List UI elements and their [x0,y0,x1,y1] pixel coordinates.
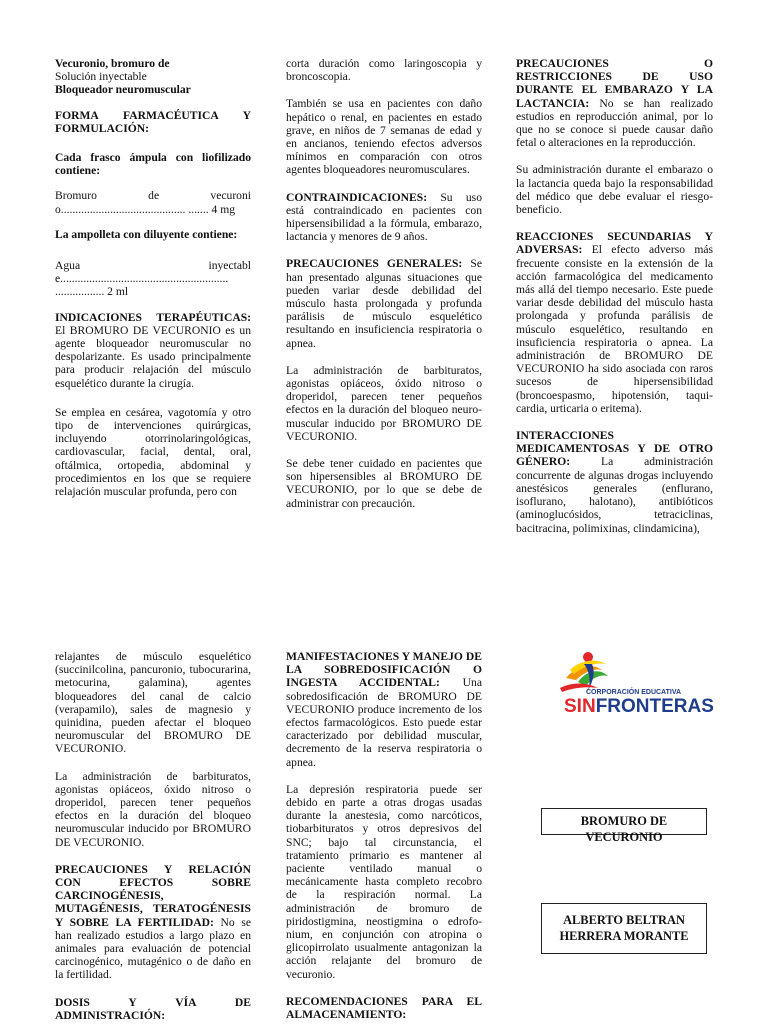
continuation-text: corta duración como laringoscopia y broncoscopia. [286,57,482,84]
indicaciones-heading: INDICACIONES TERAPÉUTICAS: [55,310,251,324]
contraindicaciones-heading: CONTRAINDICACIONES: [286,190,428,204]
carcinogenesis-heading: PRECAUCIONES Y RELACIÓN CON EFECTOS SOBRE CARCINOGÉNESIS, MUTAGÉNESIS, TERATOGÉNESIS Y SOBRE LA FERTILIDAD: [55,862,251,929]
frasco-heading: Cada frasco ámpula con liofilizado contiene: [55,151,251,178]
column-2-top [286,57,482,522]
precauciones-generales-paragraph [286,257,482,349]
contraindicaciones-text: Su uso está contraindicado en pacientes con hipersensibilidad a la fórmula, embarazo, lactancia y menores de 9 años. [286,190,482,244]
logo-wordmark [564,697,714,717]
sobredosificacion-text: Una sobredosificación de BROMURO DE VECURONIO produce incremento de los efectos farmacológicos. Esto puede estar caracterizado por debilidad muscular, decremento de la reserva respiratoria o apnea. [286,676,482,769]
barbituratos-text: La administración de barbituratos, agonistas opiáceos, óxido nitroso o droperidol, parecen tener pequeños efectos en la duración del bloqueo neuro-muscular inducido por BROMURO DE VECURONIO. [286,363,482,443]
cuidado-text: Se debe tener cuidado en pacientes que son hipersensibles al BROMURO DE VECURONIO, por lo que se debe de administrar con precaución. [286,457,482,510]
sin-fronteras-logo [556,648,714,720]
interacciones-paragraph [516,429,713,535]
forma-heading: FORMA FARMACÉUTICA Y FORMULACIÓN: [55,108,251,135]
column-2-bottom [286,650,482,1033]
indicaciones-paragraph [55,311,251,390]
cesarea-text: Se emplea en cesárea, vagotomía y otro tipo de intervenciones quirúrgicas, incluyendo otorrinolaringológicas, cardiovascular, facial, dental, oral, oftálmica, ortopedia, abdominal y procedimientos en los que se requiere relajación muscular profunda, pero con [55,405,251,499]
contraindicaciones-paragraph [286,191,482,244]
author-line-2: HERRERA MORANTE [559,929,689,943]
author-line-1: ALBERTO BELTRAN [563,913,685,927]
cover-title: BROMURO DE VECURONIO [580,814,668,844]
almacenamiento-heading: RECOMENDACIONES PARA EL ALMACENAMIENTO: [286,994,482,1022]
barbituratos-2-text: La administración de barbituratos, agonistas opiáceos, óxido nitroso o droperidol, parecen tener pequeños efectos en la duración del bloqueo neuromuscular inducido por BROMURO DE VECURONIO. [55,769,251,849]
frasco-item: Bromuro de vecuronio........................................... ....... 4 mg [55,189,251,216]
dosis-heading: DOSIS Y VÍA DE ADMINISTRACIÓN: [55,995,251,1022]
tambien-text: También se usa en pacientes con daño hepático o renal, en pacientes en estado grave, en niños de 7 semanas de edad y en ancianos, teniendo efectos adversos mínimos en comparación con otros agentes bloqueadores neuromusculares. [286,97,482,177]
reacciones-text: El efecto adverso más frecuente consiste en la extensión de la acción farmacológica del medicamento más allá del tiempo necesario. Este puede variar desde debilidad del músculo hasta prolongada y profunda parálisis de músculo esquelético, resultando en insuficiencia respiratoria o apnea. La administración de BROMURO DE VECURONIO ha sido asociada con raros sucesos de hipersensibilidad (broncoespasmo, hipotensión, taqui-cardia, urticaria o eritema). [516,243,713,415]
embarazo-heading: PRECAUCIONES O RESTRICCIONES DE USO DURANTE EL EMBARAZO Y LA LACTANCIA: [516,57,713,110]
depresion-text: La depresión respiratoria puede ser debido en parte a otras drogas usadas durante la anestesia, como narcóticos, tiobarbituratos y otros depresivos del SNC; bajo tal circunstancia, el tratamiento primario es mantener al paciente ventilado manual o mecánicamente hasta completo recobro de la respiración normal. La administración de bromuro de piridostigmina, neostigmina o edrofo-nium, en conjunción con atropina o glicopirrolato usualmente antagonizan la acción relajante del bromuro de vecuronio. [286,782,482,981]
drug-class: Bloqueador neuromuscular [55,83,191,97]
sobredosificacion-heading: MANIFESTACIONES Y MANEJO DE LA SOBREDOSIFICACIÓN O INGESTA ACCIDENTAL: [286,650,482,690]
embarazo-text: No se han realizado estudios en reproducción animal, por lo que no se conoce si puede causar daño fetal o alteraciones en la reproducción. [516,96,713,150]
logo-sin: SIN [564,696,596,717]
author-box [541,903,707,954]
drug-name: Vecuronio, bromuro de [55,57,170,70]
relajantes-text: relajantes de músculo esquelético (succinilcolina, pancuronio, tubocurarina, metocurina, galamina), agentes bloqueadores del canal de calcio (verapamilo), sales de magnesio y quinidina, pueden afectar el bloqueo neuromuscular del BROMURO DE VECURONIO. [55,650,251,756]
drug-form: Solución inyectable [55,70,147,84]
embarazo-paragraph [516,57,713,149]
ampolleta-item: Agua inyectable.......................................................... ................. 2 ml [55,259,251,299]
indicaciones-text: El BROMURO DE VECURONIO es un agente bloqueador neuromuscular no despolarizante. Es usado principalmente para producir relajación del músculo esquelético durante la cirugía. [55,323,251,390]
column-1-bottom [55,650,251,1034]
carcinogenesis-paragraph [55,863,251,982]
carcinogenesis-text: No se han realizado estudios a largo plazo en animales para evaluación de potencial carcinogénico, mutagénico o de daño en la fertilidad. [55,915,251,982]
interacciones-text: La administración concurrente de algunas drogas incluyendo anestésicos generales (enflurano, isoflurano, halotano), antibióticos (aminoglucósidos, tetraciclinas, bacitracina, polimixinas, clindamicina), [516,455,713,535]
ampolleta-heading: La ampolleta con diluyente contiene: [55,227,238,241]
precauciones-generales-heading: PRECAUCIONES GENERALES: [286,257,463,271]
reacciones-heading: REACCIONES SECUNDARIAS Y ADVERSAS: [516,230,713,257]
logo-fronteras: FRONTERAS [595,696,714,717]
interacciones-heading: INTERACCIONES MEDICAMENTOSAS Y DE OTRO GÉNERO: [516,429,713,469]
administracion-text: Su administración durante el embarazo o la lactancia queda bajo la responsabilidad del médico que debe evaluar el riesgo-beneficio. [516,163,713,217]
column-3-top [516,57,713,547]
column-1-top [55,57,251,510]
reacciones-paragraph [516,230,713,415]
sobredosificacion-paragraph [286,650,482,769]
logo-subtitle: CORPORACIÓN EDUCATIVA [586,689,682,696]
precauciones-generales-text: Se han presentado algunas situaciones que pueden variar desde debilidad del músculo hasta prolongada y profunda parálisis de músculo esquelético resultando en insuficiencia respiratoria o apnea. [286,257,482,350]
cover-title-box [541,808,707,844]
